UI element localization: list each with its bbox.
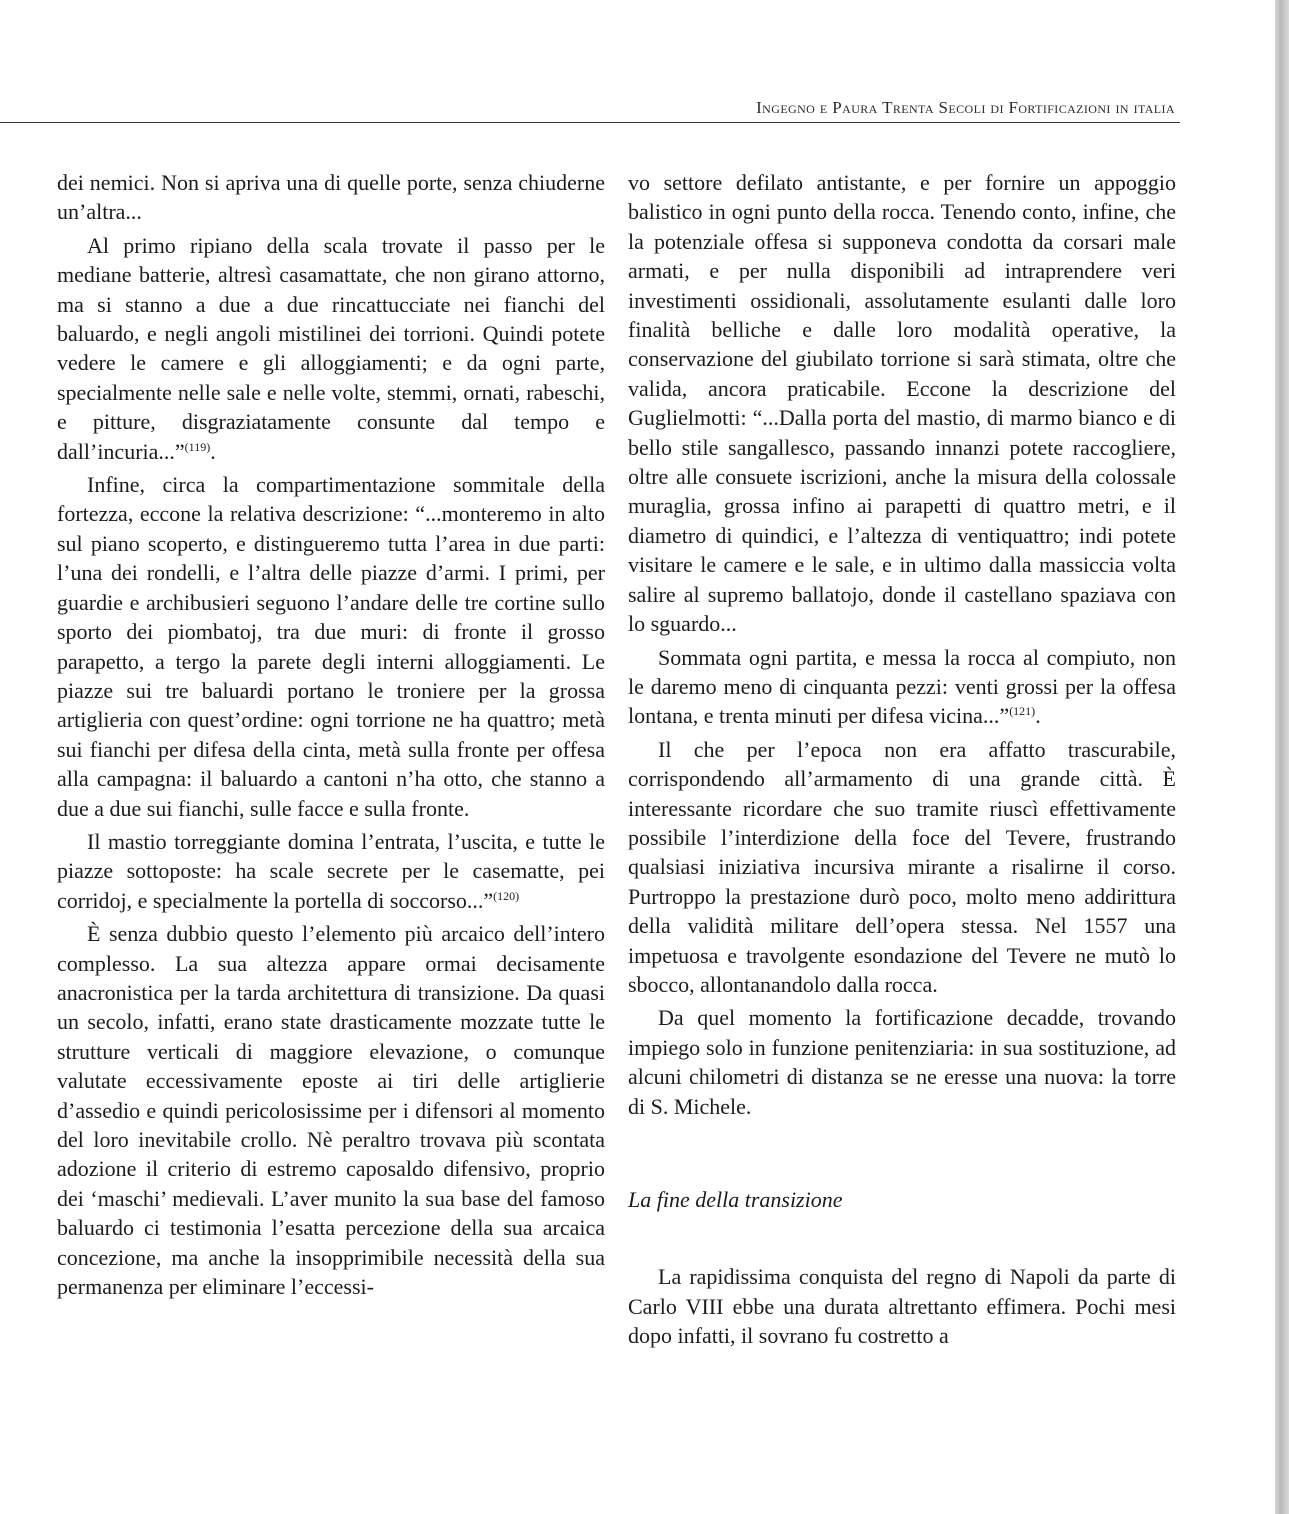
paragraph: È senza dubbio questo l’elemento più arcaico dell’intero complesso. La sua altezza appare ormai decisamente anacronistica per la tarda architettura di transizione. Da quasi un secolo, infatti, erano state drasticamente mozzate tutte le strutture verticali di maggiore elevazione, o comunque valutate eccessivamente eposte ai tiri delle artiglierie d’assedio e quindi pericolosissime per i difensori al momento del loro inevitabile crollo. Nè peraltro trovava più scontata adozione il criterio di estremo caposaldo difensivo, proprio dei ‘maschi’ medievali. L’aver munito la sua base del famoso baluardo ci testimonia l’esatta percezione della sua arcaica concezione, ma anche la insopprimibile necessità della sua permanenza per eliminare l’eccessi- bbox=[57, 921, 605, 1300]
footnote-ref[interactable]: (121) bbox=[1009, 704, 1036, 719]
paragraph: dei nemici. Non si apriva una di quelle porte, senza chiuderne un’altra... bbox=[57, 170, 605, 225]
footnote-ref[interactable]: (119) bbox=[184, 439, 211, 454]
paragraph: Infine, circa la compartimentazione sommitale della fortezza, eccone la relativa descrizione: “...monteremo in alto sul piano scoperto, e distingueremo tutta l’area in due parti: l’una dei rondelli, e l’altra delle piazze d’armi. I primi, per guardie e archibusieri seguono l’andare delle tre cortine sullo sporto dei piombatoj, tra due muri: di fronte il grosso parapetto, a tergo la parete degli interni alloggiamenti. Le piazze sui tre baluardi portano le troniere per la grossa artiglieria con quest’ordine: ogni torrione ne ha quattro; metà sui fianchi per difesa della cinta, metà sulla fronte per offesa alla campagna: il baluardo a cantoni n’ha otto, che stanno a due a due sui fianchi, sulle facce e sulla fronte. bbox=[57, 472, 605, 821]
paragraph: vo settore defilato antistante, e per fornire un appoggio balistico in ogni punto della rocca. Tenendo conto, infine, che la potenziale offesa si supponeva condotta da corsari male armati, e per nulla disponibili ad intraprendere veri investimenti ossidionali, assolutamente esulanti dalle loro finalità belliche e dalle loro modalità operative, la conservazione del giubilato torrione si sarà stimata, oltre che valida, ancora praticabile. Eccone la descrizione del Guglielmotti: “...Dalla porta del mastio, di marmo bianco e di bello stile sangallesco, passando innanzi potete raccogliere, oltre alle consuete iscrizioni, anche la misura della colossale muraglia, grossa infino ai parapetti di quattro metri, e il diametro di quindici, e l’altezza di ventiquattro; indi potete visitare le camere e le sale, e in ultimo dalla massiccia volta salire al supremo ballatojo, donde il castellano spaziava con lo sguardo... bbox=[628, 170, 1176, 637]
left-column bbox=[57, 168, 605, 1301]
header-rule bbox=[0, 122, 1180, 123]
right-column bbox=[628, 168, 1176, 1351]
paragraph: Al primo ripiano della scala trovate il passo per le mediane batterie, altresì casamattate, che non girano attorno, ma si stanno a due a due rincattucciate nei fianchi del baluardo, e negli angoli mistilinei dei torrioni. Quindi potete vedere le camere e gli alloggiamenti; e da ogni parte, specialmente nelle sale e nelle volte, stemmi, ornati, rabeschi, e pitture, disgraziatamente consunte dal tempo e dall’incuria...”$^{(119)}$. bbox=[57, 232, 605, 464]
paragraph: Da quel momento la fortificazione decadde, trovando impiego solo in funzione penitenziaria: in sua sostituzione, ad alcuni chilometri di distanza se ne eresse una nuova: la torre di S. Michele. bbox=[628, 1005, 1176, 1119]
footnote-ref[interactable]: (120) bbox=[493, 888, 520, 903]
page-edge-shadow bbox=[1275, 0, 1289, 1514]
paragraph: Il che per l’epoca non era affatto trascurabile, corrispondendo all’armamento di una grande città. È interessante ricordare che suo tramite riuscì effettivamente possibile l’interdizione della foce del Tevere, frustrando qualsiasi iniziativa incursiva mirante a risalirne il corso. Purtroppo la prestazione durò poco, molto meno addirittura della validità militare dell’opera stessa. Nel 1557 una impetuosa e travolgente esondazione del Tevere ne mutò lo sbocco, allontanandolo dalla rocca. bbox=[628, 736, 1176, 997]
paragraph: Sommata ogni partita, e messa la rocca al compiuto, non le daremo meno di cinquanta pezzi: venti grossi per la offesa lontana, e trenta minuti per difesa vicina...”$^{(121)}$. bbox=[628, 644, 1176, 729]
section-heading: La fine della transizione bbox=[628, 1187, 843, 1212]
paragraph: Il mastio torreggiante domina l’entrata, l’uscita, e tutte le piazze sottoposte: ha scale secrete per le casematte, pei corridoj, e specialmente la portella di soccorso...”$^{(120)}$ bbox=[57, 828, 605, 913]
running-header: Ingegno e Paura Trenta Secoli di Fortificazioni in italia bbox=[756, 98, 1175, 117]
paragraph: La rapidissima conquista del regno di Napoli da parte di Carlo VIII ebbe una durata altrettanto effimera. Pochi mesi dopo infatti, il sovrano fu costretto a bbox=[628, 1264, 1176, 1349]
